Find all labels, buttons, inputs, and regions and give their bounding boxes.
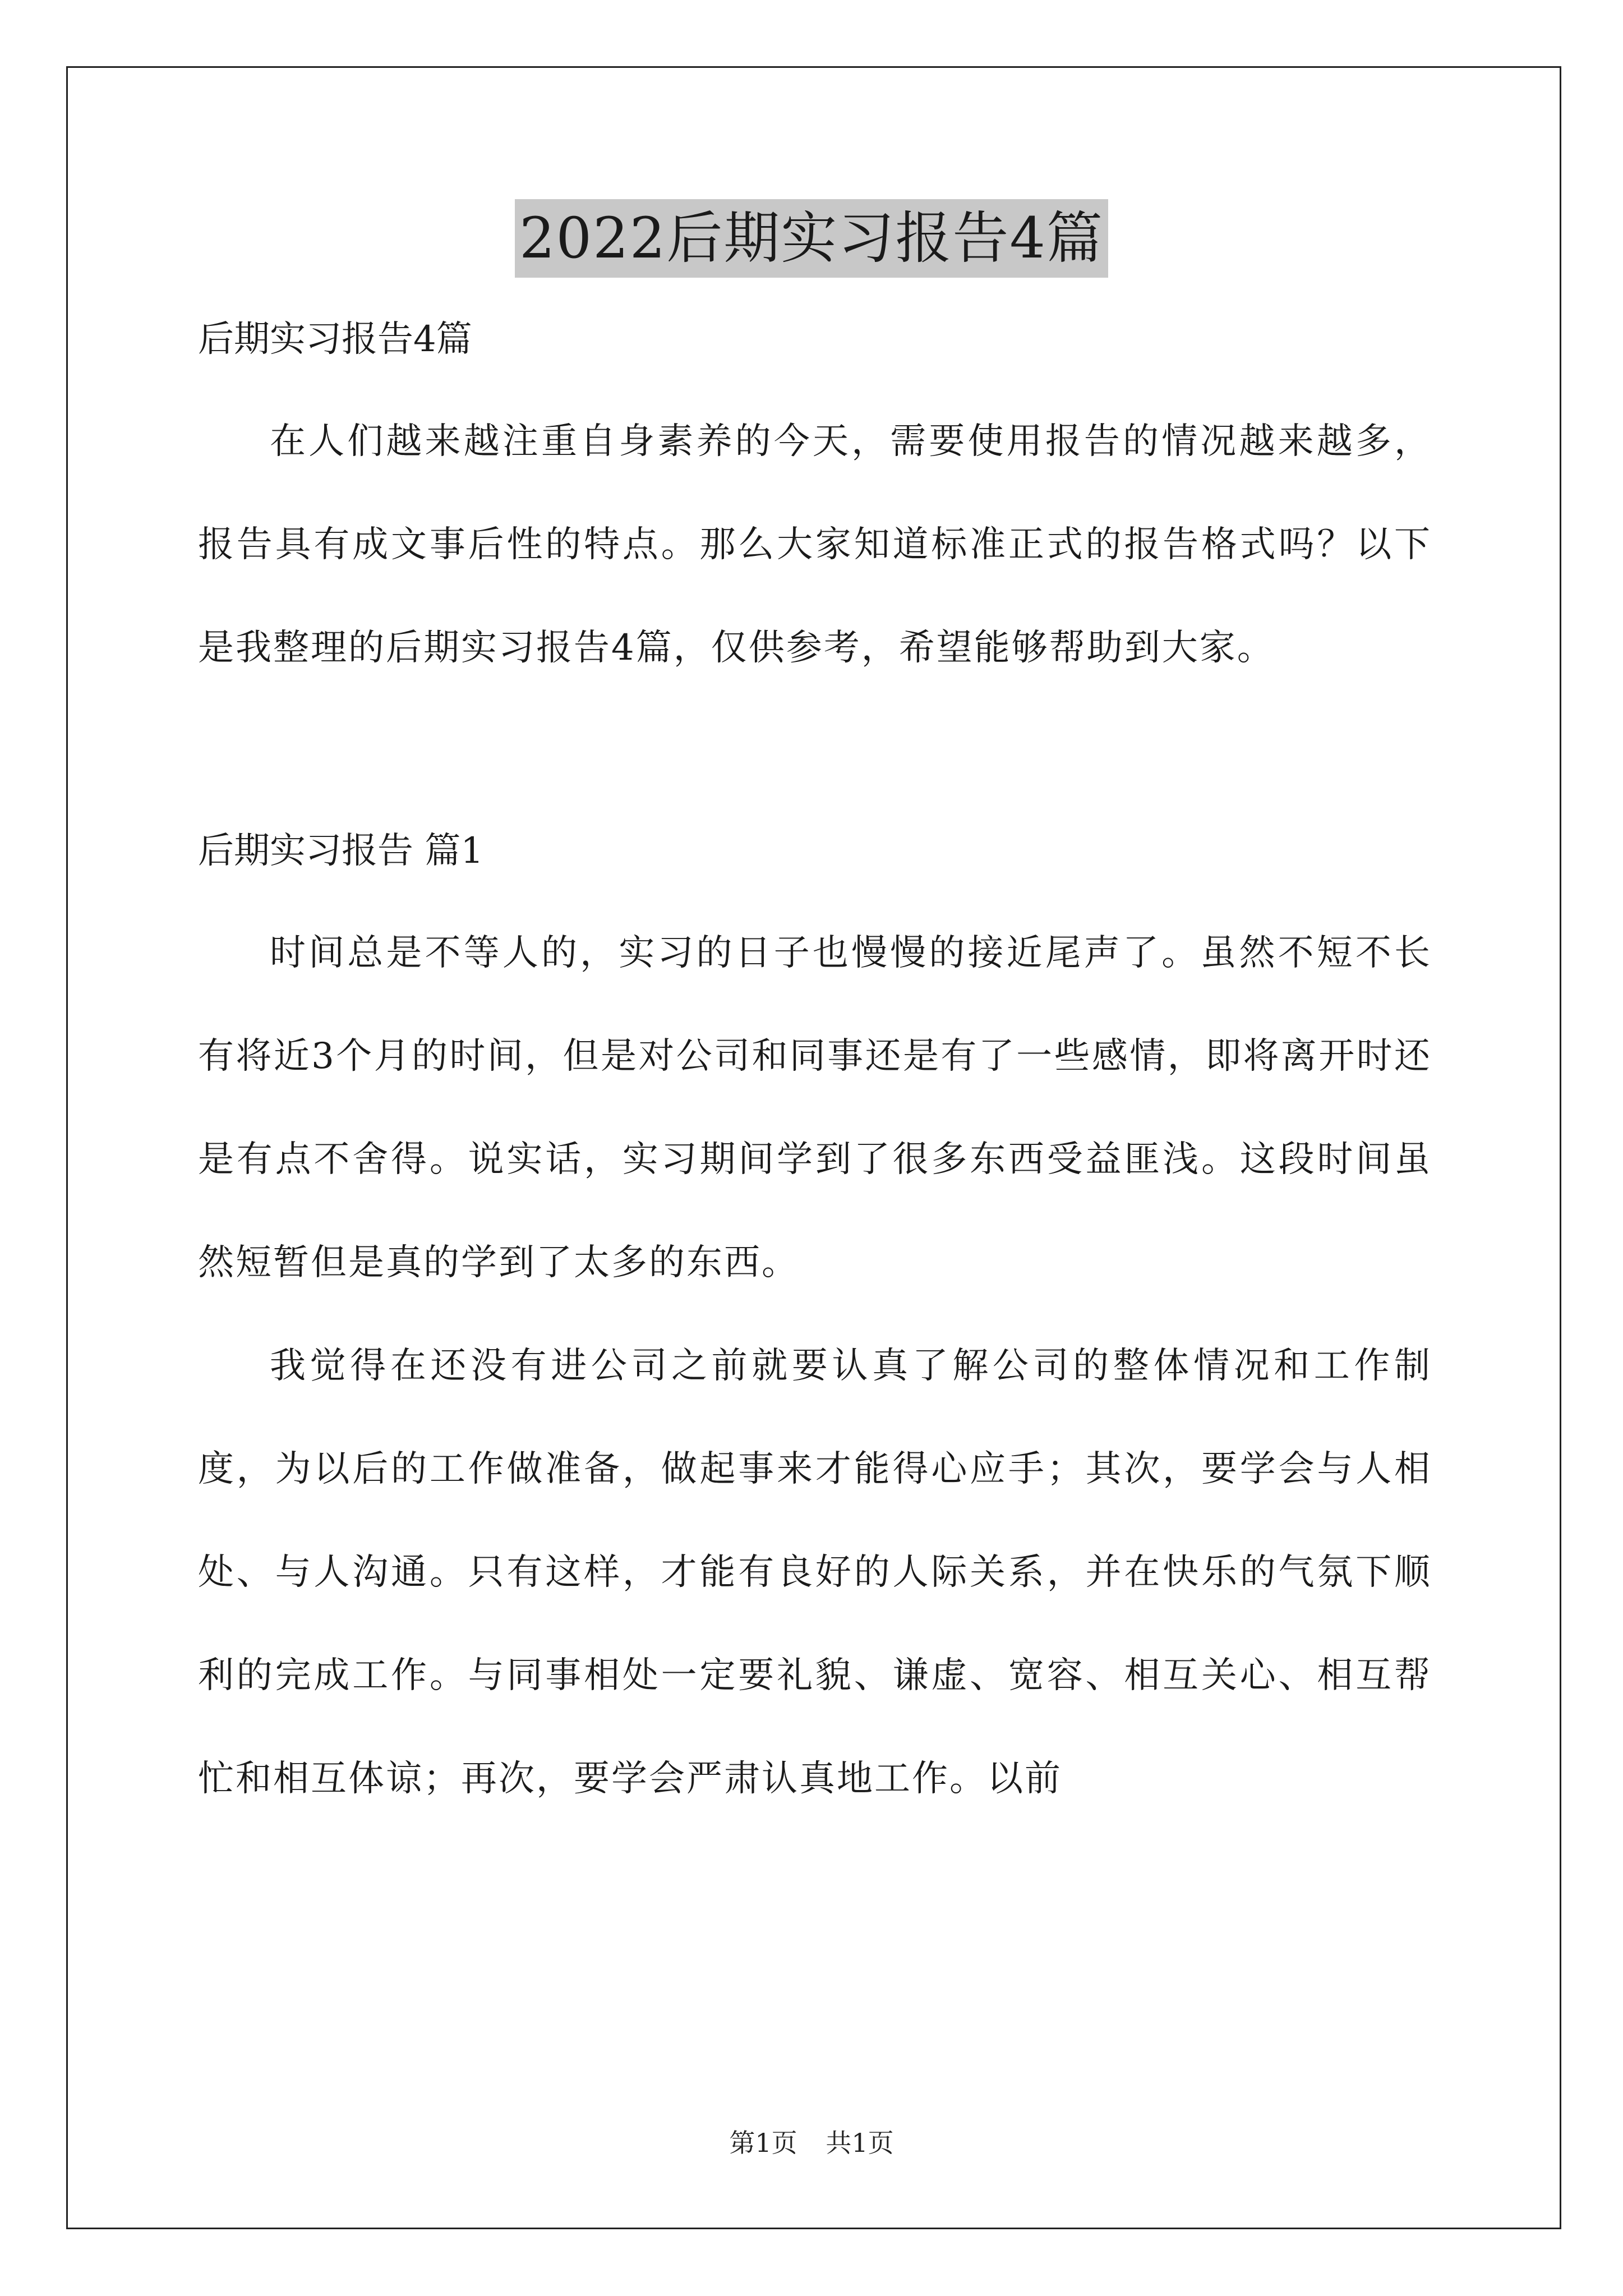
page-footer: [0, 2126, 1623, 2160]
page-number-total: 共1页: [826, 2128, 894, 2158]
intro-paragraph: 在人们越来越注重自身素养的今天，需要使用报告的情况越来越多，报告具有成文事后性的特点。那么大家知道标准正式的报告格式吗？以下是我整理的后期实习报告4篇，仅供参考，希望能够帮助到大家。: [198, 421, 1432, 669]
intro-heading: 后期实习报告4篇: [198, 319, 472, 360]
document-title: 2022后期实习报告4篇: [515, 199, 1108, 278]
title-container: [0, 199, 1623, 278]
body-paragraph-2: 我觉得在还没有进公司之前就要认真了解公司的整体情况和工作制度，为以后的工作做准备，做起事来才能得心应手；其次，要学会与人相处、与人沟通。只有这样，才能有良好的人际关系，并在快乐的气氛下顺利的完成工作。与同事相处一定要礼貌、谦虚、宽容、相互关心、相互帮忙和相互体谅；再次，要学会严肃认真地工作。以前: [198, 1345, 1432, 1800]
section-heading: 后期实习报告 篇1: [198, 830, 484, 872]
page-number-current: 第1页: [729, 2128, 797, 2158]
document-body: [198, 311, 1432, 1830]
body-paragraph-1: 时间总是不等人的，实习的日子也慢慢的接近尾声了。虽然不短不长有将近3个月的时间，但是对公司和同事还是有了一些感情，即将离开时还是有点不舍得。说实话，实习期间学到了很多东西受益匪浅。这段时间虽然短暂但是真的学到了太多的东西。: [198, 932, 1432, 1283]
